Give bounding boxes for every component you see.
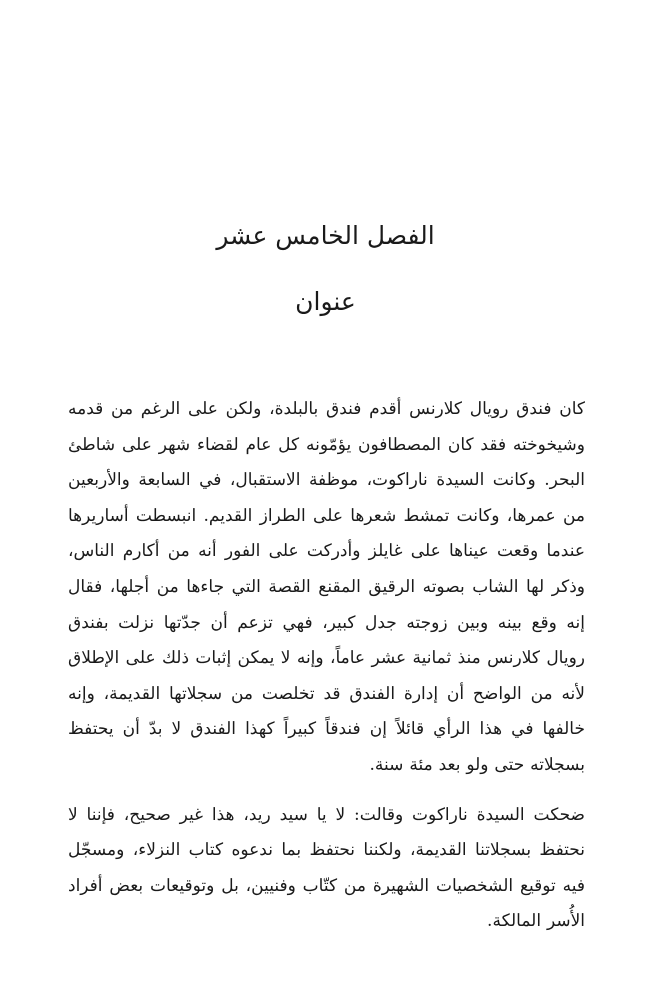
chapter-title: الفصل الخامس عشر: [216, 221, 435, 250]
paragraph: ضحكت السيدة ناراكوت وقالت: لا يا سيد ريد، هذا غير صحيح، فإننا لا نحتفظ بسجلاتنا القديمة، ولكننا نحتفظ بما ندعوه كتاب النزلاء، ومسجّل فيه توقيع الشخصيات الشهيرة من كتّاب وفنيين، بل وتوقيعات بعض أفراد الأُسر المالكة.: [68, 804, 585, 932]
chapter-subtitle: عنوان: [295, 287, 356, 316]
body-text: [68, 392, 585, 940]
paragraph: كان فندق رويال كلارنس أقدم فندق بالبلدة، ولكن على الرغم من قدمه وشيخوخته فقد كان المصطافون يؤمّونه كل عام لقضاء شهر على شاطئ البحر. وكانت السيدة ناراكوت، موظفة الاستقبال، في السابعة والأربعين من عمرها، وكانت تمشط شعرها على الطراز القديم. انبسطت أساريرها عندما وقعت عيناها على غايلز وأدركت على الفور أنه من أكارم الناس، وذكر لها الشاب بصوته الرقيق المقنع القصة التي جاءها من أجلها، فقال إنه وقع بينه وبين زوجته جدل كبير، فهي تزعم أن جدّتها نزلت بفندق رويال كلارنس منذ ثمانية عشر عاماً، وإنه لا يمكن إثبات ذلك على الإطلاق لأنه من الواضح أن إدارة الفندق قد تخلصت من سجلاتها القديمة، وإنه خالفها في هذا الرأي قائلاً إن فندقاً كبيراً كهذا الفندق لا بدّ أن يحتفظ بسجلاته حتى ولو بعد مئة سنة.: [68, 399, 585, 775]
